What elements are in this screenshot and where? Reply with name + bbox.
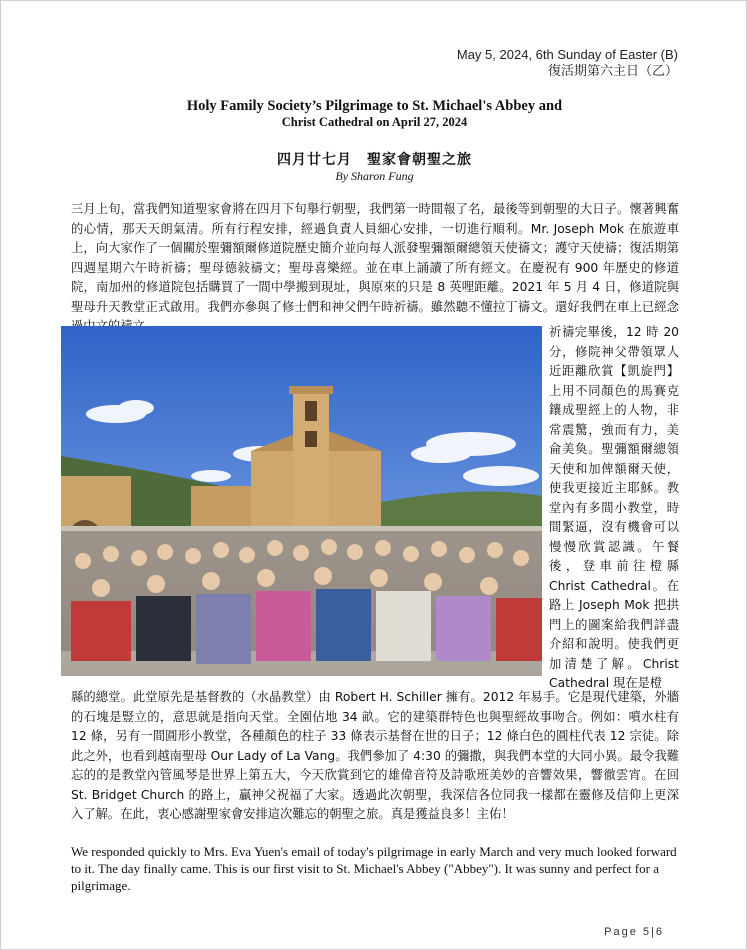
paragraph-1: 三月上旬，當我們知道聖家會將在四月下旬舉行朝聖，我們第一時間報了名，最後等到朝聖的大日子。懷著興奮的心情，那天天朗氣清。所有行程安排，經過負責人員細心安排，一切進行順利。Mr. Joseph Mok 在旅遊車上，向大家作了一個關於聖彌額爾修道院歷史簡介並向每人派發聖彌額爾總領天使禱文；護守天使禱；復活期第四週星期六午時祈禱；聖母德敍禱文；聖母喜樂經。並在車上誦讀了所有經文。在慶祝有 900 年歷史的修道院，南加州的修道院包括購買了一間中學搬到現址，與原來的只是 8 英哩距離。2021 年 5 月 4 日，修道院與聖母升天教堂正式啟用。我們亦參與了修士們和神父們午時祈禱。雖然聽不懂拉丁禱文。還好我們在車上已經念 xyxy=(71,202,679,314)
article-title-zh: 四月廿七月 聖家會朝聖之旅 xyxy=(277,152,472,168)
paragraph-side: 祈禱完畢後，12 時 20 分，修院神父帶領眾人近距離欣賞【凱旋門】上用不同顏色的馬賽克鑲成聖經上的人物，非常震驚，強而有力，美侖美奐。聖彌額爾總領天使和加俾額爾天使，使我更接近主耶穌。教堂內有多間小教堂，時間緊逼，沒有機會可以慢慢欣賞認識。午餐後，登車前往橙縣 Christ Cathedral。在路上 Joseph Mok 把拱門上的圖案給我們詳盡介紹和說明。使我們更加清楚了解。Christ Cathedral 現在是橙 xyxy=(549,325,679,690)
group-photo-abbey-image xyxy=(61,326,542,676)
article-title-line2: Christ Cathedral on April 27, 2024 xyxy=(281,115,468,129)
issue-date-en: May 5, 2024, 6th Sunday of Easter (B) xyxy=(456,47,678,62)
article-title-line1: Holy Family Society’s Pilgrimage to St. Michael's Abbey and xyxy=(186,98,563,114)
issue-date-zh: 復活期第六主日（乙） xyxy=(547,63,678,78)
english-paragraph: We responded quickly to Mrs. Eva Yuen's email of today's pilgrimage in early March and very much looked forward to it. The day finally came. This is our first visit to St. Michael's Abbey ("Abbey"). It was sunny and perfect for a pilgrimage. xyxy=(71,844,677,893)
paragraph-2: 縣的總堂。此堂原先是基督教的（水晶教堂）由 Robert H. Schiller 擁有。2012 年易手。它是現代建築，外牆的石塊是豎立的，意思就是指向天堂。全園佔地 34 畝。它的建築群特色也與聖經故事吻合。例如：噴水柱有 12 條，另有一間圓形小教堂，各種顏色的柱子 33 條表示基督在世的日子；12 條白色的圓柱代表 12 宗徒。除此之外，也看到越南聖母 Our Lady of La Vang。我們參加了 4:30 的彌撒，與我們本堂的大同小異。最令我難忘的的是教堂內管風琴是世界上第五大，今天欣賞到它的雄偉音符及詩歌班美妙的音響效果，響徹雲宵。在回 St. Bridget Church 的路上，贏神父祝福了大家。透過此次朝聖，我深信各位同我一樣都在靈修及信仰上更深入了解。在此，衷心感謝聖家會安排這次難忘的朝聖之旅。真是獲益良多！主佑！ xyxy=(71,690,679,821)
byline: By Sharon Fung xyxy=(335,169,414,183)
page-number: Page 5|6 xyxy=(604,926,664,938)
issue-date xyxy=(457,47,678,79)
